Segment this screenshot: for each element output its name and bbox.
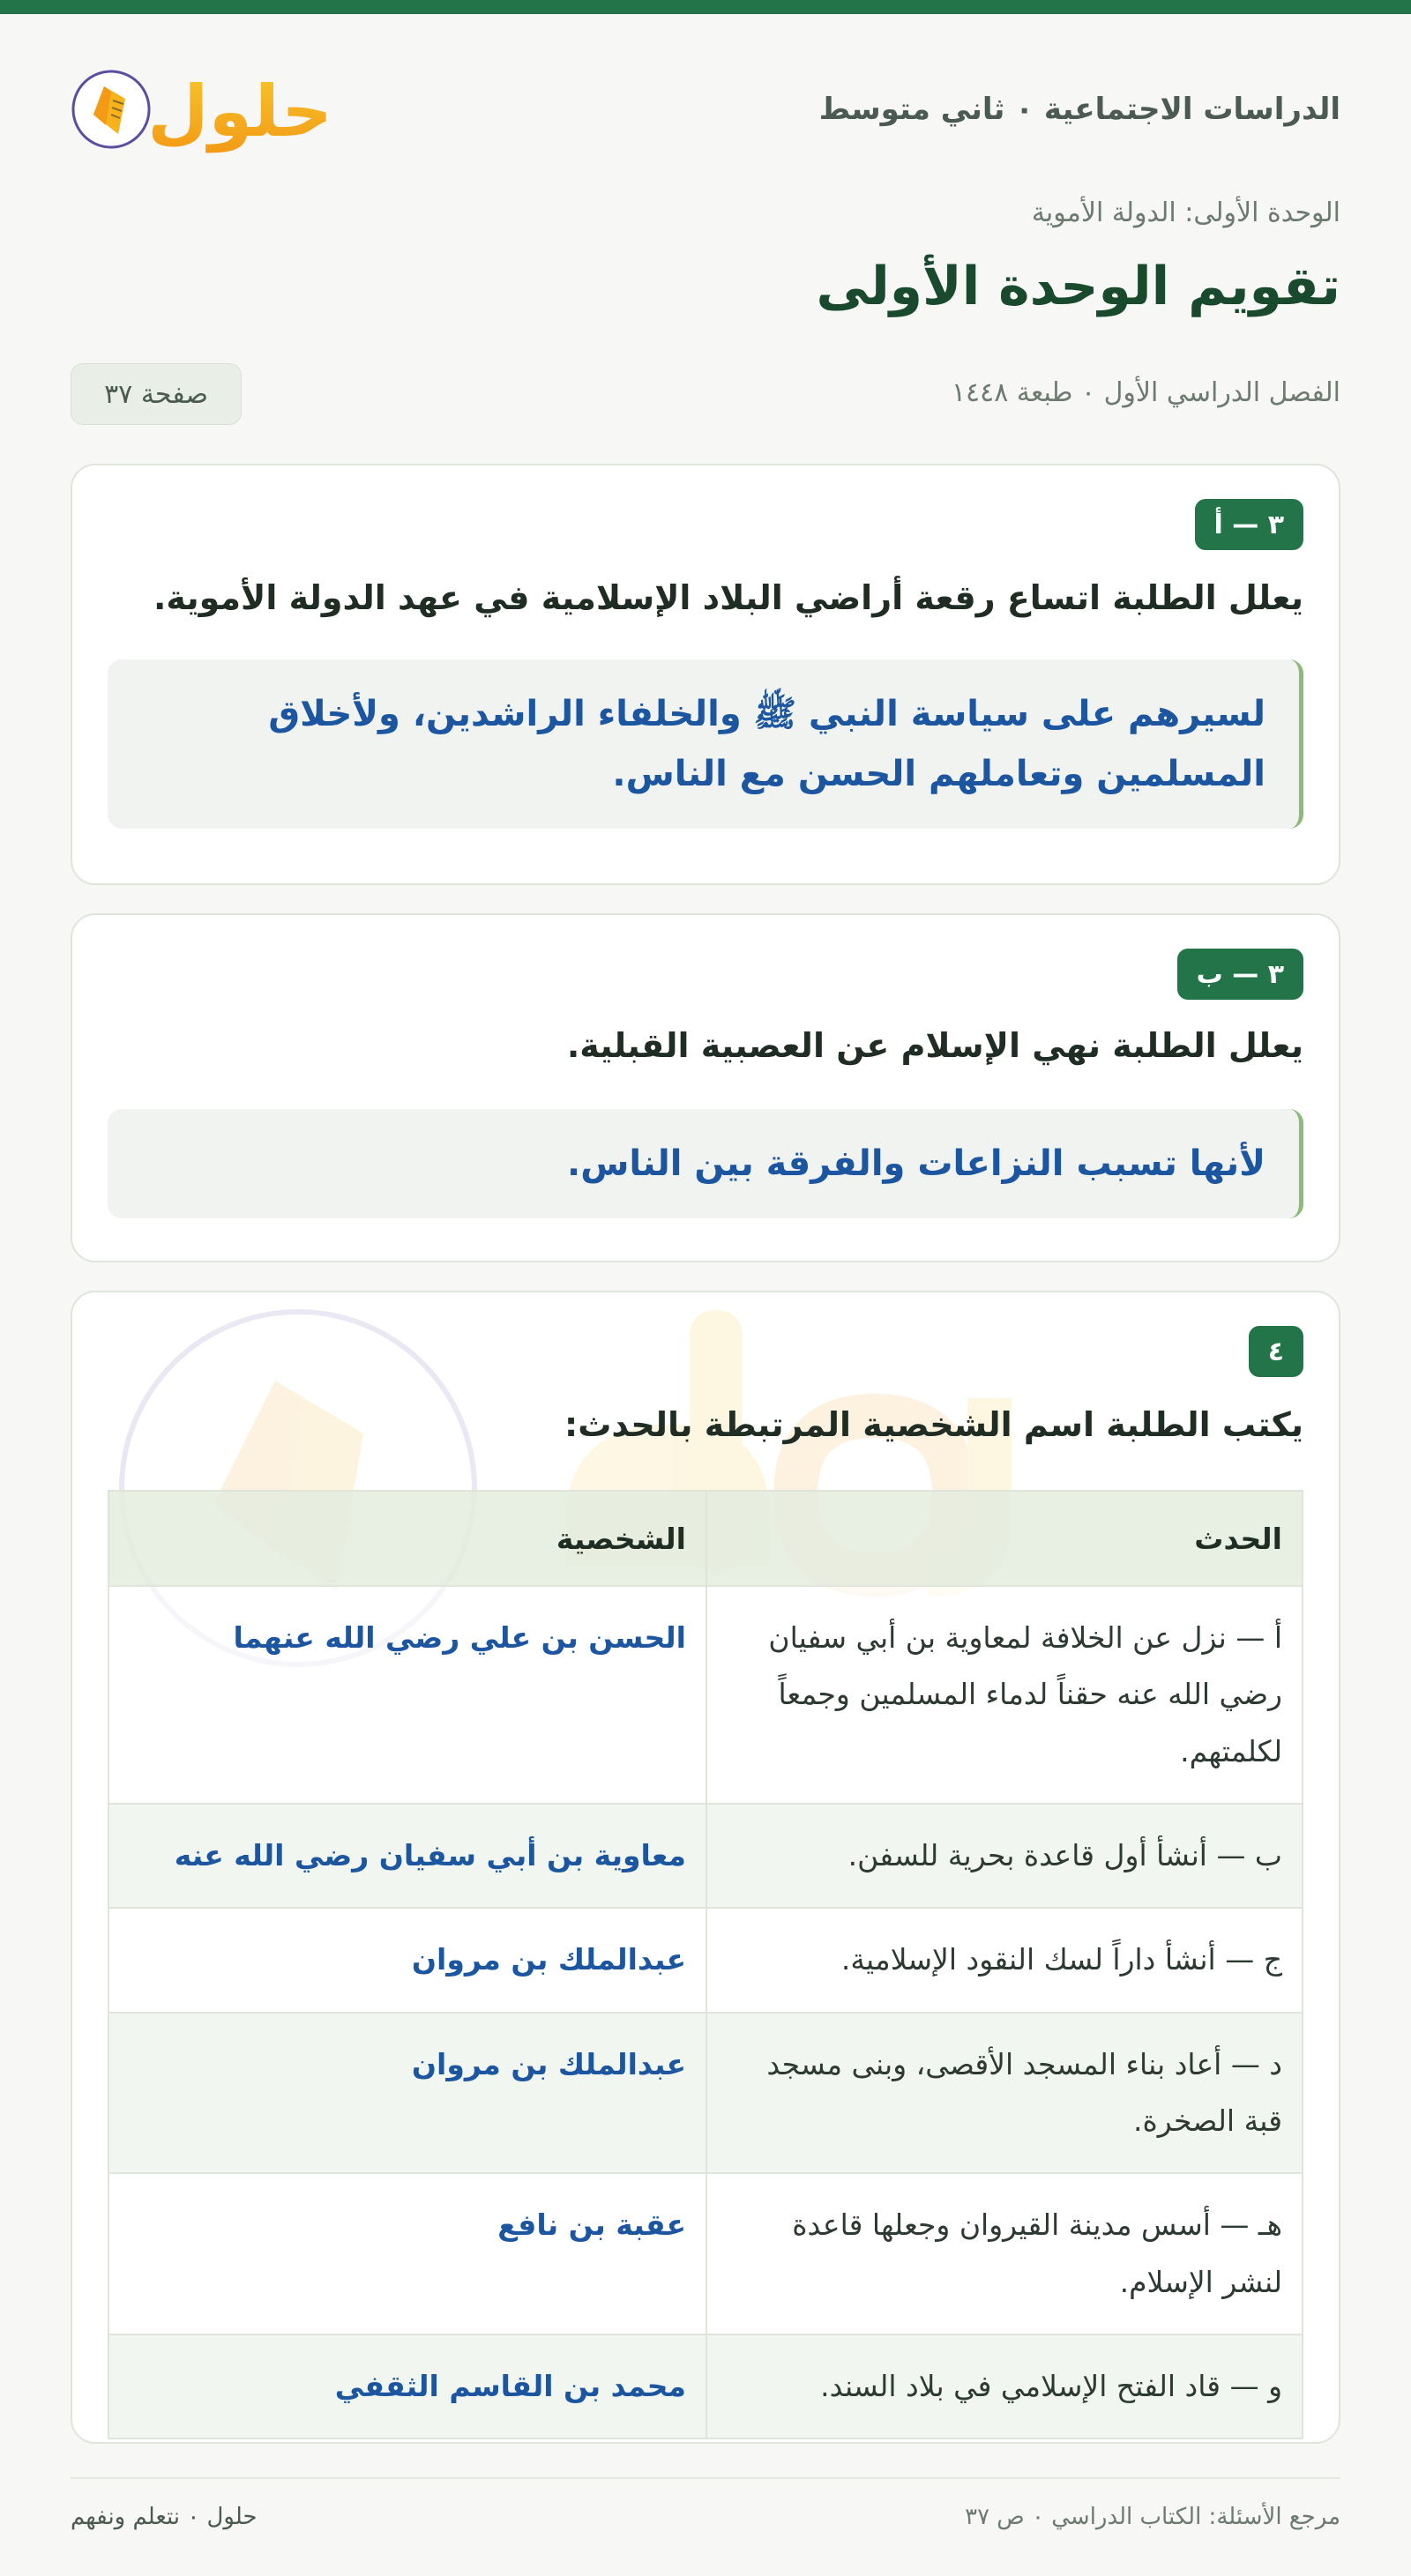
page-number-badge: صفحة ٣٧ xyxy=(71,363,242,425)
table-header-row xyxy=(108,1491,1303,1586)
person-cell: الحسن بن علي رضي الله عنهما xyxy=(108,1586,706,1804)
footer-divider xyxy=(71,2477,1340,2479)
person-cell: عقبة بن نافع xyxy=(108,2173,706,2334)
person-cell: عبدالملك بن مروان xyxy=(108,1908,706,2012)
table-row xyxy=(108,2013,1303,2174)
event-cell: هـ — أسس مدينة القيروان وجعلها قاعدة لنشر الإسلام. xyxy=(706,2173,1303,2334)
column-header-person: الشخصية xyxy=(108,1491,706,1586)
event-cell: د — أعاد بناء المسجد الأقصى، وبنى مسجد قبة الصخرة. xyxy=(706,2013,1303,2174)
table-row xyxy=(108,1804,1303,1908)
question-card-3a xyxy=(71,464,1340,885)
person-cell: معاوية بن أبي سفيان رضي الله عنه xyxy=(108,1804,706,1908)
question-prompt: يعلل الطلبة نهي الإسلام عن العصبية القبلية. xyxy=(566,1026,1303,1065)
question-prompt: يكتب الطلبة اسم الشخصية المرتبطة بالحدث: xyxy=(564,1405,1303,1444)
table-row xyxy=(108,1586,1303,1804)
table-row xyxy=(108,2173,1303,2334)
event-cell: ب — أنشأ أول قاعدة بحرية للسفن. xyxy=(706,1804,1303,1908)
question-number-badge: ٣ — ب xyxy=(1177,949,1303,1000)
event-cell: ج — أنشأ داراً لسك النقود الإسلامية. xyxy=(706,1908,1303,2012)
question-card-4 xyxy=(71,1291,1340,2444)
footer-reference: مرجع الأسئلة: الكتاب الدراسي ٠ ص ٣٧ xyxy=(965,2504,1340,2530)
answer-box: لسيرهم على سياسة النبي ﷺ والخلفاء الراشدين، ولأخلاق المسلمين وتعاملهم الحسن مع الناس. xyxy=(108,659,1303,829)
unit-label: الوحدة الأولى: الدولة الأموية xyxy=(1031,197,1340,228)
column-header-event: الحدث xyxy=(706,1491,1303,1586)
book-circle-icon xyxy=(71,69,152,150)
question-number-badge: ٤ xyxy=(1249,1326,1303,1377)
events-table xyxy=(108,1490,1303,2439)
person-cell: محمد بن القاسم الثقفي xyxy=(108,2334,706,2438)
brand-logo xyxy=(71,65,332,153)
svg-text:حلول: حلول xyxy=(147,71,332,153)
subject-title: الدراسات الاجتماعية ٠ ثاني متوسط xyxy=(818,92,1340,127)
question-prompt: يعلل الطلبة اتساع رقعة أراضي البلاد الإسلامية في عهد الدولة الأموية. xyxy=(153,578,1303,617)
event-cell: أ — نزل عن الخلافة لمعاوية بن أبي سفيان رضي الله عنه حقناً لدماء المسلمين وجمعاً لكلمتهم. xyxy=(706,1586,1303,1804)
footer-brand: حلول ٠ نتعلم ونفهم xyxy=(71,2504,258,2530)
table-row xyxy=(108,1908,1303,2012)
page-title: تقويم الوحدة الأولى xyxy=(816,256,1340,317)
top-accent-bar xyxy=(0,0,1411,14)
person-cell: عبدالملك بن مروان xyxy=(108,2013,706,2174)
logo-wordmark xyxy=(147,65,332,153)
event-cell: و — قاد الفتح الإسلامي في بلاد السند. xyxy=(706,2334,1303,2438)
question-number-badge: ٣ — أ xyxy=(1195,499,1303,550)
page-header xyxy=(71,60,1340,159)
table-row xyxy=(108,2334,1303,2438)
answer-box: لأنها تسبب النزاعات والفرقة بين الناس. xyxy=(108,1109,1303,1218)
question-card-3b xyxy=(71,913,1340,1262)
edition-info: الفصل الدراسي الأول ٠ طبعة ١٤٤٨ xyxy=(951,377,1340,408)
